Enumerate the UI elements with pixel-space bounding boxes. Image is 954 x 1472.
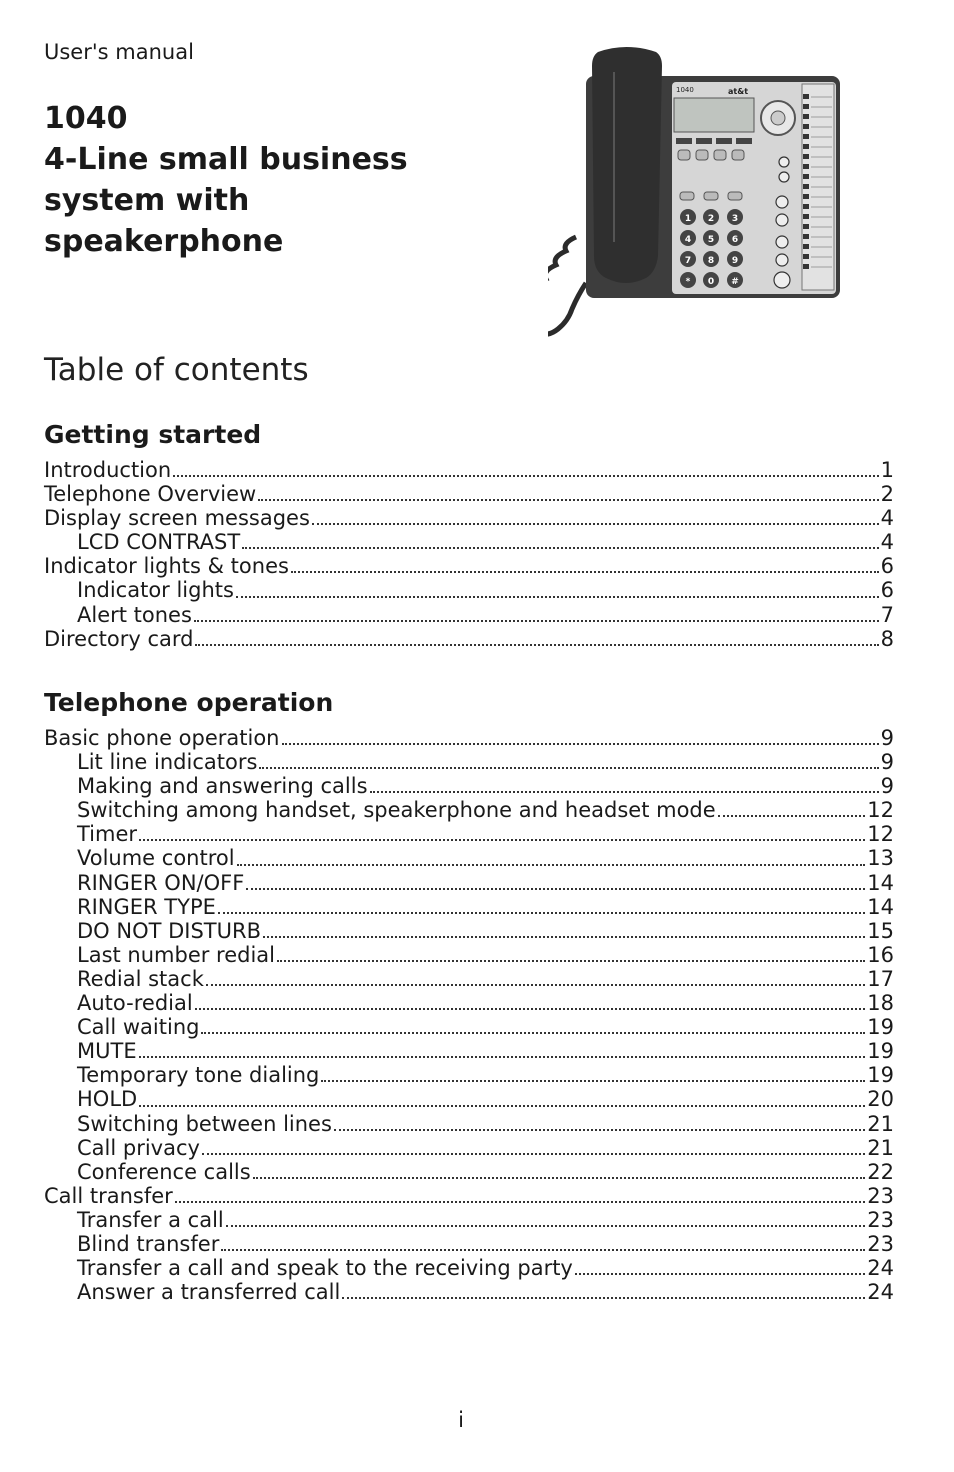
svg-text:4: 4: [684, 235, 692, 245]
toc-entry[interactable]: [44, 798, 894, 822]
toc-entry-title: Call waiting: [77, 1015, 200, 1040]
toc-entry-page: 9: [880, 750, 894, 775]
toc-entry[interactable]: [44, 578, 894, 602]
toc-entry-title: LCD CONTRAST: [77, 530, 241, 555]
dot-leader: [334, 1129, 865, 1131]
dot-leader: [206, 984, 865, 986]
toc-entry[interactable]: [44, 1232, 894, 1256]
dot-leader: [575, 1273, 865, 1275]
toc-entry[interactable]: [44, 774, 894, 798]
svg-text:1: 1: [684, 214, 692, 224]
dot-leader: [139, 1056, 866, 1058]
page-number: i: [458, 1408, 464, 1432]
toc-entry[interactable]: [44, 1087, 894, 1111]
dot-leader: [237, 864, 866, 866]
toc-entry-page: 13: [867, 846, 894, 871]
svg-text:1040: 1040: [676, 86, 694, 94]
dot-leader: [195, 1008, 866, 1010]
toc-entry[interactable]: [44, 1015, 894, 1039]
toc-entry-page: 19: [867, 1015, 894, 1040]
svg-text:#: #: [731, 277, 739, 287]
dot-leader: [342, 1297, 865, 1299]
lcd-screen: [674, 98, 754, 132]
dot-leader: [175, 1201, 865, 1203]
toc-entry-title: Alert tones: [77, 602, 192, 627]
toc-entry-page: 17: [867, 966, 894, 991]
dot-leader: [242, 547, 878, 549]
toc-entry-page: 22: [867, 1159, 894, 1184]
svg-text:*: *: [685, 277, 691, 287]
dot-leader: [321, 1080, 865, 1082]
toc-entry-page: 4: [880, 506, 894, 531]
toc-entry-page: 20: [867, 1087, 894, 1112]
toc-entry-title: Call privacy: [77, 1135, 200, 1160]
toc-entry-page: 7: [880, 602, 894, 627]
toc-entry[interactable]: [44, 1136, 894, 1160]
svg-text:2: 2: [707, 214, 715, 224]
toc-entry-page: 24: [867, 1256, 894, 1281]
toc-entry-page: 2: [880, 482, 894, 507]
svg-text:3: 3: [731, 214, 739, 224]
toc-entry-title: Transfer a call: [77, 1207, 224, 1232]
svg-text:9: 9: [731, 256, 739, 266]
dot-leader: [246, 888, 865, 890]
toc-entry-page: 6: [880, 554, 894, 579]
dot-leader: [202, 1153, 865, 1155]
manual-label: User's manual: [44, 40, 194, 64]
cord-icon: [548, 237, 586, 334]
svg-text:5: 5: [707, 235, 715, 245]
toc-entry-title: Switching between lines: [77, 1111, 332, 1136]
toc-entry[interactable]: [44, 895, 894, 919]
toc-entry-title: Redial stack: [77, 966, 204, 991]
toc-entry-page: 4: [880, 530, 894, 555]
toc-entry-page: 19: [867, 1063, 894, 1088]
toc-entry-title: DO NOT DISTURB: [77, 918, 262, 943]
dot-leader: [370, 791, 879, 793]
dot-leader: [718, 815, 866, 817]
dot-leader: [291, 571, 879, 573]
title-line: speakerphone: [44, 224, 284, 259]
toc-entry-page: 8: [880, 626, 894, 651]
toc-entry-title: Blind transfer: [77, 1231, 220, 1256]
toc-entry-title: HOLD: [77, 1087, 138, 1112]
toc-entry[interactable]: [44, 822, 894, 846]
toc-entry[interactable]: [44, 530, 894, 554]
toc-entry[interactable]: [44, 919, 894, 943]
dot-leader: [253, 1177, 866, 1179]
dot-leader: [221, 1249, 865, 1251]
toc-title: Table of contents: [44, 352, 309, 388]
toc-entry[interactable]: [44, 1112, 894, 1136]
toc-section-telephone-operation: [44, 686, 894, 1304]
dot-leader: [195, 644, 878, 646]
dot-leader: [201, 1032, 865, 1034]
toc-entry-title: RINGER ON/OFF: [77, 870, 245, 895]
toc-entry-page: 14: [867, 894, 894, 919]
model-number: 1040: [44, 101, 128, 136]
toc-entry-title: Display screen messages: [44, 506, 310, 531]
dot-leader: [218, 912, 865, 914]
dot-leader: [263, 936, 865, 938]
dot-leader: [258, 499, 878, 501]
model-title: [44, 98, 408, 262]
toc-entry-page: 23: [867, 1183, 894, 1208]
toc-entry-title: Directory card: [44, 626, 194, 651]
toc-entry[interactable]: [44, 1063, 894, 1087]
toc-entry-page: 21: [867, 1135, 894, 1160]
toc-entry-page: 9: [880, 774, 894, 799]
toc-entry[interactable]: [44, 482, 894, 506]
toc-entry-title: Last number redial: [77, 942, 276, 967]
toc-entry-page: 23: [867, 1231, 894, 1256]
toc-entry[interactable]: [44, 1160, 894, 1184]
toc-entry-page: 15: [867, 918, 894, 943]
toc-entry-title: Indicator lights & tones: [44, 554, 289, 579]
toc-entry[interactable]: [44, 554, 894, 578]
toc-entry[interactable]: [44, 506, 894, 530]
toc-entry-page: 12: [867, 822, 894, 847]
dot-leader: [139, 1105, 865, 1107]
toc-section-getting-started: [44, 418, 894, 651]
toc-entry-page: 14: [867, 870, 894, 895]
toc-entry[interactable]: [44, 871, 894, 895]
toc-entry-title: Transfer a call and speak to the receiving party: [77, 1256, 573, 1281]
svg-text:0: 0: [707, 277, 715, 287]
toc-entry-title: Telephone Overview: [44, 482, 257, 507]
toc-entry-page: 18: [867, 991, 894, 1016]
toc-entry-page: 21: [867, 1111, 894, 1136]
toc-entry[interactable]: [44, 943, 894, 967]
dot-leader: [312, 523, 879, 525]
toc-entry-title: Timer: [77, 822, 138, 847]
section-heading: Getting started: [44, 420, 262, 449]
toc-entry[interactable]: [44, 750, 894, 774]
toc-entry-title: Basic phone operation: [44, 726, 280, 750]
dot-leader: [236, 596, 879, 598]
toc-entry[interactable]: [44, 967, 894, 991]
svg-text:8: 8: [707, 256, 715, 266]
toc-entry-title: Answer a transferred call: [77, 1280, 341, 1305]
toc-entry-title: RINGER TYPE: [77, 894, 216, 919]
toc-entry-title: Making and answering calls: [77, 774, 368, 799]
toc-entry[interactable]: [44, 1256, 894, 1280]
toc-entry-title: Conference calls: [77, 1159, 251, 1184]
toc-entry-page: 24: [867, 1280, 894, 1305]
toc-entry-title: Switching among handset, speakerphone and headset mode: [77, 798, 716, 823]
toc-entry-title: Auto-redial: [77, 991, 193, 1016]
toc-entry-page: 12: [867, 798, 894, 823]
telephone-illustration: [548, 42, 848, 352]
toc-entry-title: MUTE: [77, 1039, 137, 1064]
svg-text:at&t: at&t: [728, 87, 749, 96]
dot-leader: [226, 1225, 866, 1227]
toc-entry[interactable]: [44, 1184, 894, 1208]
toc-entry-page: 23: [867, 1207, 894, 1232]
toc-entry-page: 19: [867, 1039, 894, 1064]
svg-text:6: 6: [731, 235, 739, 245]
toc-entry-title: Lit line indicators: [77, 750, 258, 775]
handset: [592, 47, 662, 283]
toc-entry-page: 6: [880, 578, 894, 603]
toc-entry[interactable]: [44, 603, 894, 627]
dot-leader: [282, 743, 879, 745]
toc-entry[interactable]: [44, 627, 894, 651]
dot-leader: [139, 839, 865, 841]
toc-entry[interactable]: [44, 1039, 894, 1063]
toc-entry-page: 16: [867, 942, 894, 967]
toc-entry[interactable]: [44, 846, 894, 870]
toc-entry[interactable]: [44, 726, 894, 750]
section-heading: Telephone operation: [44, 688, 334, 717]
toc-entry[interactable]: [44, 1208, 894, 1232]
toc-entry-page: 9: [880, 726, 894, 750]
svg-text:7: 7: [684, 256, 692, 266]
dot-leader: [194, 620, 879, 622]
toc-entry[interactable]: [44, 458, 894, 482]
title-line: system with: [44, 183, 250, 218]
dot-leader: [173, 475, 878, 477]
toc-entry-title: Temporary tone dialing: [77, 1063, 320, 1088]
toc-entry-title: Indicator lights: [77, 578, 234, 603]
dot-leader: [259, 767, 878, 769]
toc-entry-page: 1: [880, 458, 894, 482]
toc-entry-title: Introduction: [44, 458, 172, 482]
toc-entry[interactable]: [44, 1280, 894, 1304]
toc-entry-title: Volume control: [77, 846, 235, 871]
toc-entry-title: Call transfer: [44, 1183, 173, 1208]
title-line: 4-Line small business: [44, 142, 408, 177]
toc-entry[interactable]: [44, 991, 894, 1015]
dot-leader: [277, 960, 865, 962]
